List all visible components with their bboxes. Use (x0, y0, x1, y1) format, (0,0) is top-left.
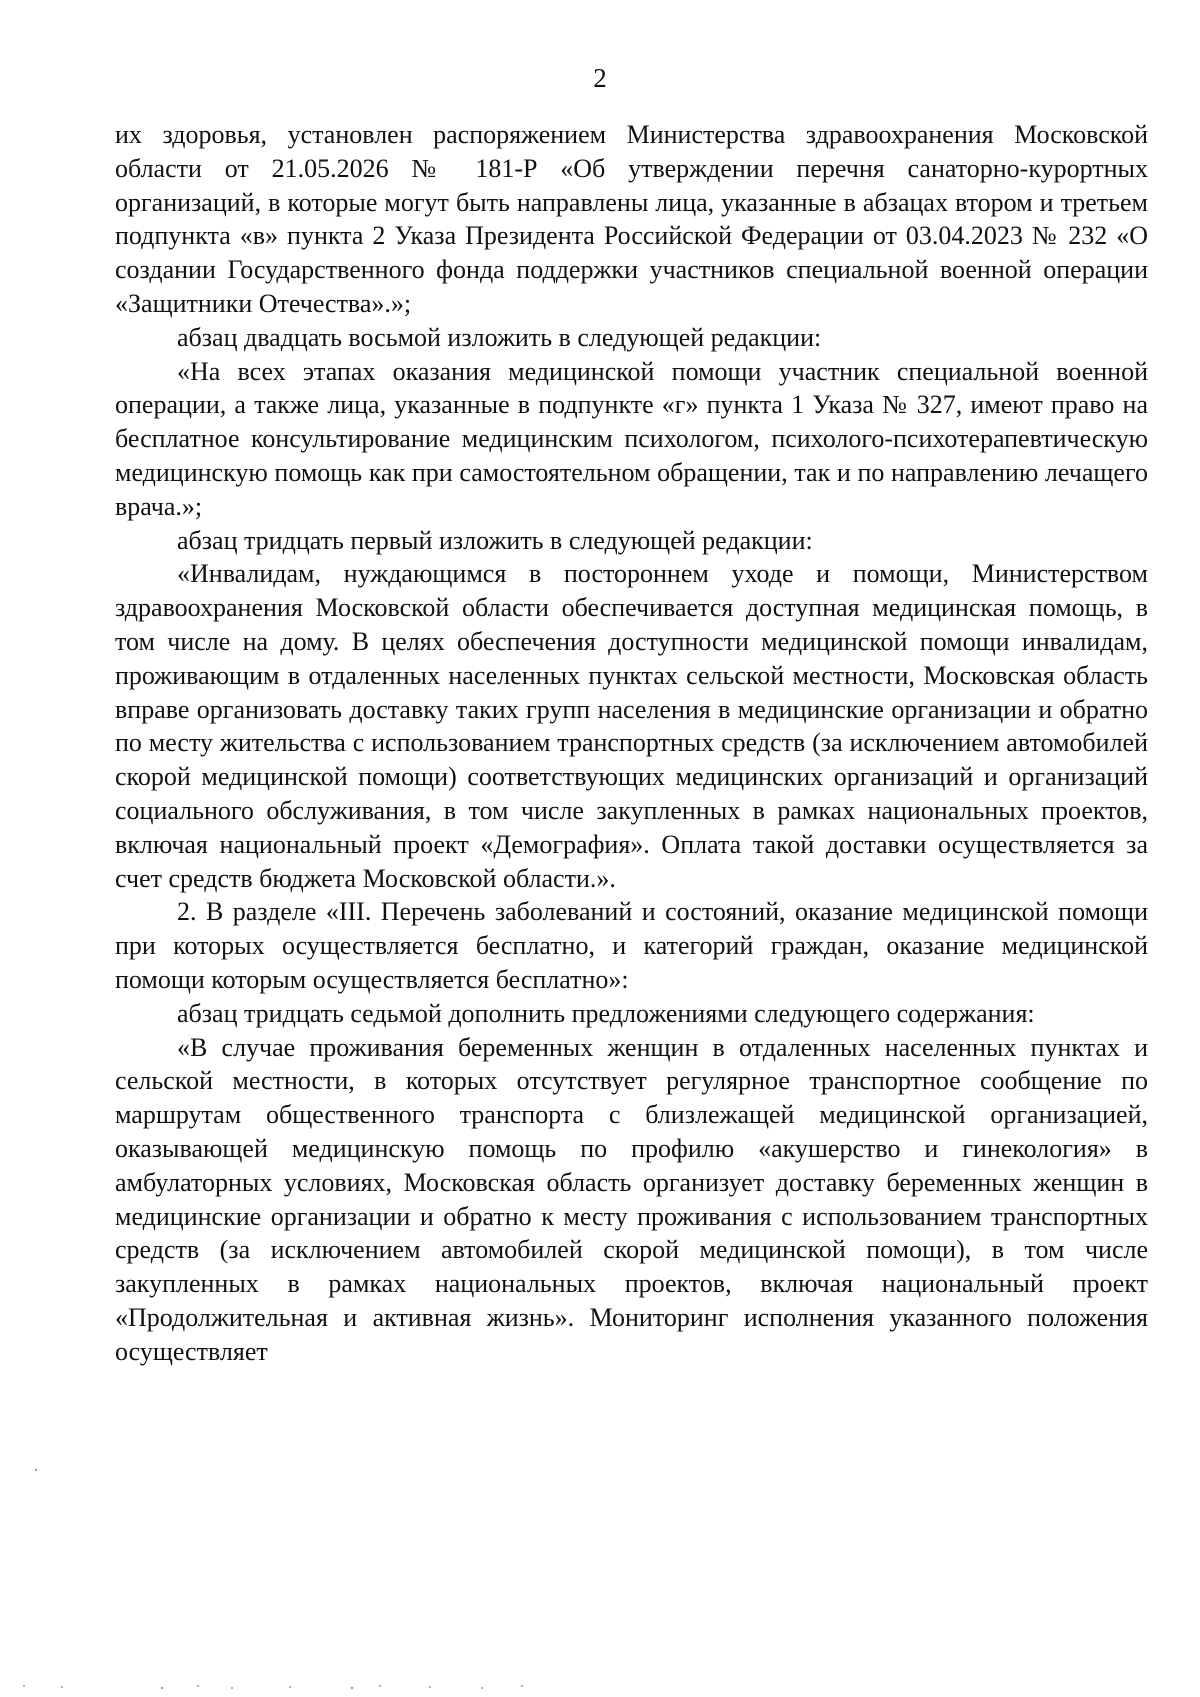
document-body (115, 118, 1148, 1368)
paragraph-8: «В случае проживания беременных женщин в отдаленных населенных пунктах и сельской местности, в которых отсутствует регулярное транспортное сообщение по маршрутам общественного транспорта с близлежащей медицинской организацией, оказывающей медицинскую помощь по профилю «акушерство и гинекология» в амбулаторных условиях, Московская область организует доставку беременных женщин в медицинские организации и обратно к месту проживания с использованием транспортных средств (за исключением автомобилей скорой медицинской помощи), в том числе закупленных в рамках национальных проектов, включая национальный проект «Продолжительная и активная жизнь». Мониторинг исполнения указанного положения осуществляет (115, 1032, 1148, 1366)
paragraph-3: «На всех этапах оказания медицинской помощи участник специальной военной операции, а также лица, указанные в подпункте «г» пункта 1 Указа № 327, имеют право на бесплатное консультирование медицинским психологом, психолого-психотерапевтическую медицинскую помощь как при самостоятельном обращении, так и по направлению лечащего врача.»; (115, 356, 1148, 521)
paragraph-7: абзац тридцать седьмой дополнить предложениями следующего содержания: (177, 998, 1035, 1028)
paragraph-2: абзац двадцать восьмой изложить в следующей редакции: (177, 322, 822, 352)
paragraph-6: 2. В разделе «III. Перечень заболеваний и состояний, оказание медицинской помощи при которых осуществляется бесплатно, и категорий граждан, оказание медицинской помощи которым осуществляется бесплатно»: (115, 897, 1148, 994)
page-number: 2 (593, 63, 607, 93)
paragraph-5: «Инвалидам, нуждающимся в постороннем уходе и помощи, Министерством здравоохранения Московской области обеспечивается доступная медицинская помощь, в том числе на дому. В целях обеспечения доступности медицинской помощи инвалидам, проживающим в отдаленных населенных пунктах сельской местности, Московская область вправе организовать доставку таких групп населения в медицинские организации и обратно по месту жительства с использованием транспортных средств (за исключением автомобилей скорой медицинской помощи) соответствующих медицинских организаций и организаций социального обслуживания, в том числе закупленных в рамках национальных проектов, включая национальный проект «Демография». Оплата такой доставки осуществляется за счет средств бюджета Московской области.». (115, 559, 1148, 893)
paragraph-1: их здоровья, установлен распоряжением Министерства здравоохранения Московской области от 21.05.2026 № 181-Р «Об утверждении перечня санаторно-курортных организаций, в которые могут быть направлены лица, указанные в абзацах втором и третьем подпункта «в» пункта 2 Указа Президента Российской Федерации от 03.04.2023 № 232 «О создании Государственного фонда поддержки участников специальной военной операции «Защитники Отечества».»; (115, 120, 1148, 318)
paragraph-4: абзац тридцать первый изложить в следующей редакции: (177, 525, 813, 555)
